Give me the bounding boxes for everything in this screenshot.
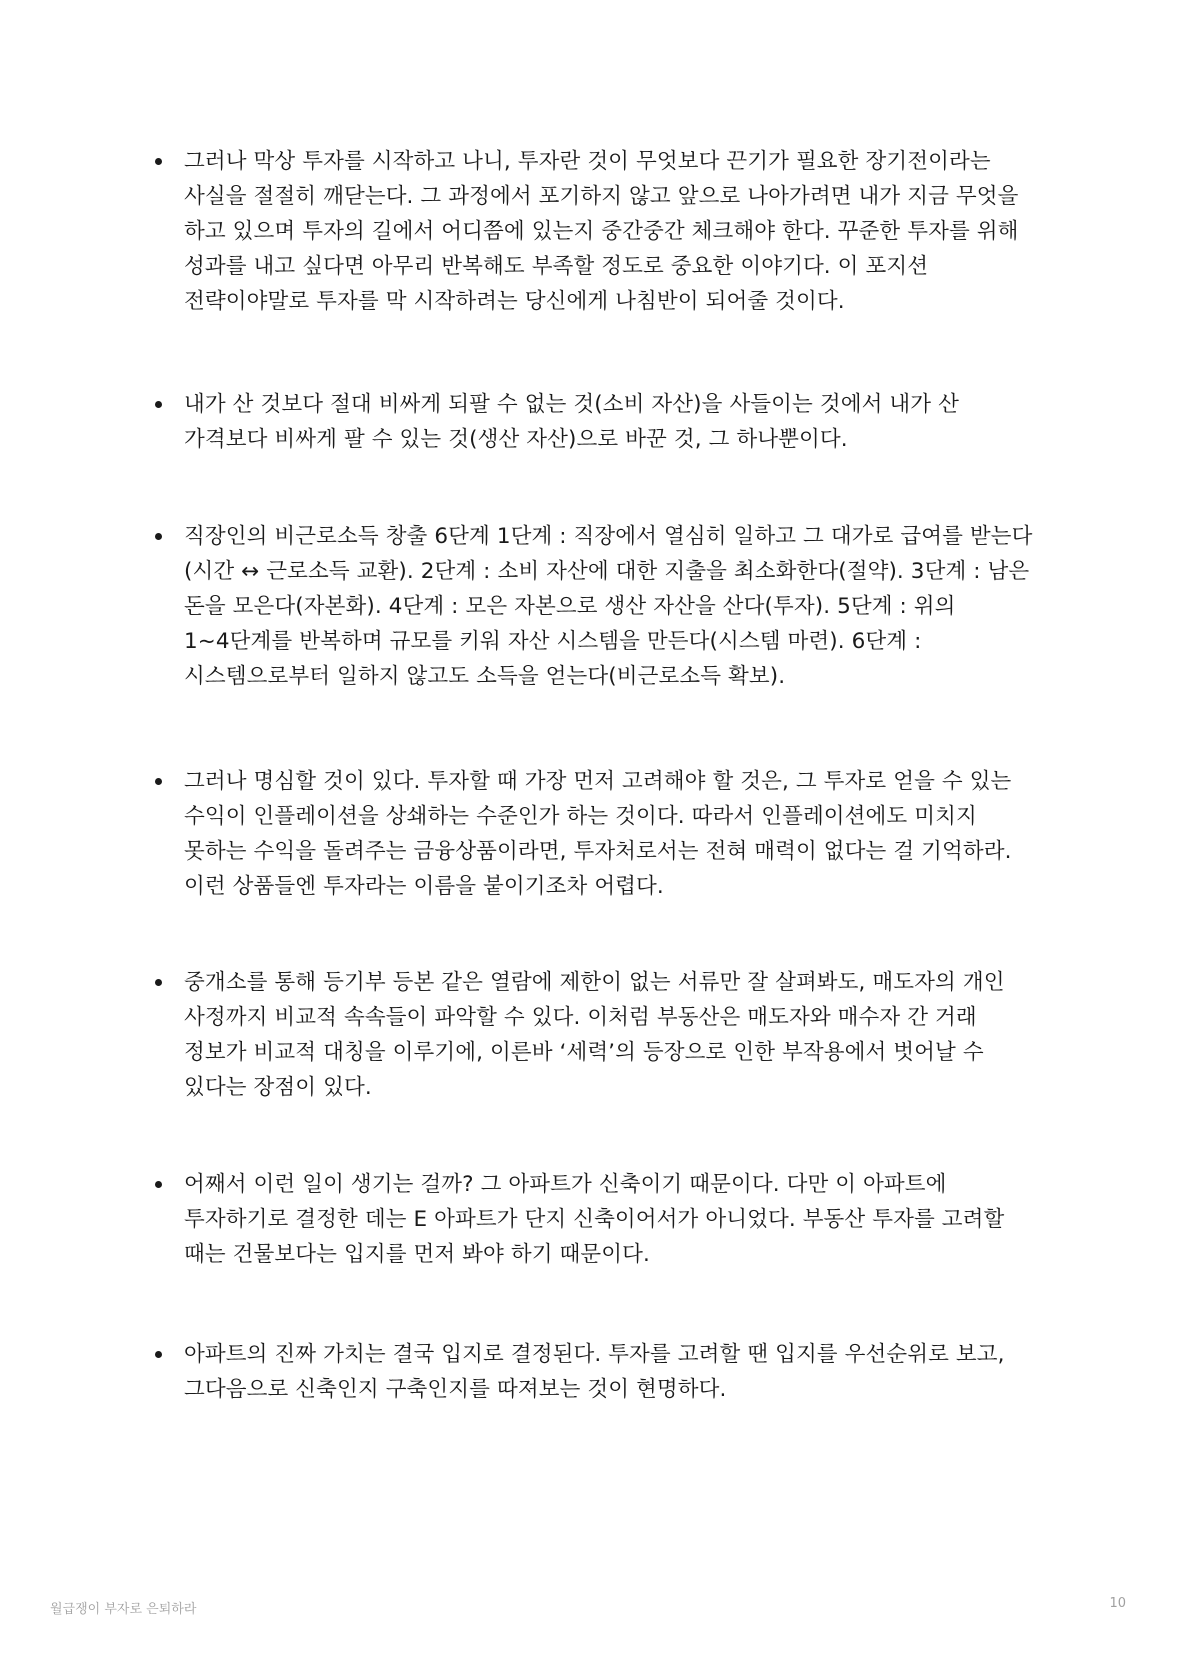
highlight-text: 그러나 명심할 것이 있다. 투자할 때 가장 먼저 고려해야 할 것은, 그 투자로 얻을 수 있는 수익이 인플레이션을 상쇄하는 수준인가 하는 것이다. 따라서 인플레이션에도 미치지 못하는 수익을 돌려주는 금융상품이라면, 투자처로서는 전혀 매력이 없다는 걸 기억하라. 이런 상품들엔 투자라는 이름을 붙이기조차 어렵다. <box>184 769 1012 899</box>
list-item <box>155 144 1045 319</box>
footer-book-title: 월급쟁이 부자로 은퇴하라 <box>50 1602 197 1617</box>
bullet-icon <box>155 979 162 986</box>
list-item <box>155 1337 1045 1407</box>
list-item <box>155 387 1045 457</box>
list-item <box>155 519 1045 694</box>
highlight-text: 그러나 막상 투자를 시작하고 나니, 투자란 것이 무엇보다 끈기가 필요한 장기전이라는 사실을 절절히 깨닫는다. 그 과정에서 포기하지 않고 앞으로 나아가려면 내가 지금 무엇을 하고 있으며 투자의 길에서 어디쯤에 있는지 중간중간 체크해야 한다. 꾸준한 투자를 위해 성과를 내고 싶다면 아무리 반복해도 부족할 정도로 중요한 이야기다. 이 포지션 전략이야말로 투자를 막 시작하려는 당신에게 나침반이 되어줄 것이다. <box>184 149 1019 314</box>
bullet-icon <box>155 1181 162 1188</box>
footer-page-number: 10 <box>1109 1596 1126 1611</box>
bullet-icon <box>155 158 162 165</box>
bullet-icon <box>155 778 162 785</box>
highlight-text: 직장인의 비근로소득 창출 6단계 1단계 : 직장에서 열심히 일하고 그 대가로 급여를 받는다(시간 ↔ 근로소득 교환). 2단계 : 소비 자산에 대한 지출을 최소화한다(절약). 3단계 : 남은 돈을 모은다(자본화). 4단계 : 모은 자본으로 생산 자산을 산다(투자). 5단계 : 위의 1~4단계를 반복하며 규모를 키워 자산 시스템을 만든다(시스템 마련). 6단계 : 시스템으로부터 일하지 않고도 소득을 얻는다(비근로소득 확보). <box>184 524 1033 689</box>
highlight-text: 어째서 이런 일이 생기는 걸까? 그 아파트가 신축이기 때문이다. 다만 이 아파트에 투자하기로 결정한 데는 E 아파트가 단지 신축이어서가 아니었다. 부동산 투자를 고려할 때는 건물보다는 입지를 먼저 봐야 하기 때문이다. <box>184 1172 1005 1267</box>
bullet-icon <box>155 1351 162 1358</box>
bullet-icon <box>155 401 162 408</box>
highlight-text: 중개소를 통해 등기부 등본 같은 열람에 제한이 없는 서류만 잘 살펴봐도, 매도자의 개인 사정까지 비교적 속속들이 파악할 수 있다. 이처럼 부동산은 매도자와 매수자 간 거래 정보가 비교적 대칭을 이루기에, 이른바 ‘세력’의 등장으로 인한 부작용에서 벗어날 수 있다는 장점이 있다. <box>184 970 1005 1100</box>
highlight-text: 내가 산 것보다 절대 비싸게 되팔 수 없는 것(소비 자산)을 사들이는 것에서 내가 산 가격보다 비싸게 팔 수 있는 것(생산 자산)으로 바꾼 것, 그 하나뿐이다. <box>184 392 959 452</box>
list-item <box>155 965 1045 1105</box>
highlight-text: 아파트의 진짜 가치는 결국 입지로 결정된다. 투자를 고려할 땐 입지를 우선순위로 보고, 그다음으로 신축인지 구축인지를 따져보는 것이 현명하다. <box>184 1342 1005 1402</box>
bullet-icon <box>155 533 162 540</box>
list-item <box>155 764 1045 904</box>
list-item <box>155 1167 1045 1272</box>
